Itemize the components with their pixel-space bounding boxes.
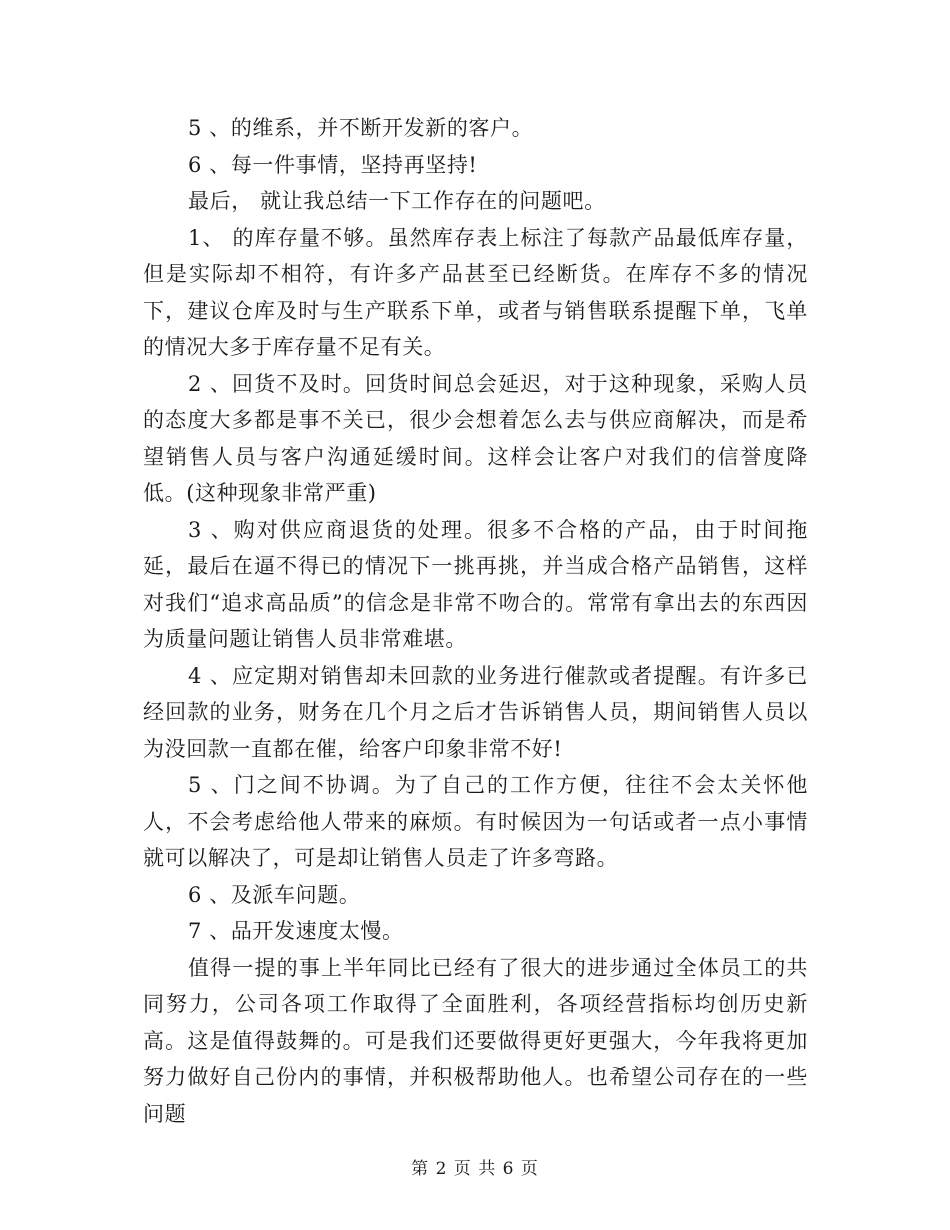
paragraph-problem-3-returns: 3 、购对供应商退货的处理。很多不合格的产品，由于时间拖延，最后在逼不得已的情况下一挑再挑，并当成合格产品销售，这样对我们“追求高品质”的信念是非常不吻合的。常常有拿出去的东西因为质量问题让销售人员非常难堪。 [143,517,808,651]
paragraph-item-5-maintain: 5 、的维系，并不断开发新的客户。 [188,116,534,140]
page-number-footer: 第 2 页 共 6 页 [411,1159,539,1179]
document-body [143,110,808,1132]
paragraph-problem-2-delivery: 2 、回货不及时。回货时间总会延迟，对于这种现象，采购人员的态度大多都是事不关已，很少会想着怎么去与供应商解决，而是希望销售人员与客户沟通延缓时间。这样会让客户对我们的信誉度降低。(这种现象非常严重) [143,371,808,505]
paragraph-problem-1-inventory: 1、 的库存量不够。虽然库存表上标注了每款产品最低库存量，但是实际却不相符，有许多产品甚至已经断货。在库存不多的情况下，建议仓库及时与生产联系下单，或者与销售联系提醒下单，飞单的情况大多于库存量不足有关。 [143,225,808,359]
paragraph-problem-5-coordination: 5 、门之间不协调。为了自己的工作方便，往往不会太关怀他人，不会考虑给他人带来的麻烦。有时候因为一句话或者一点小事情就可以解决了，可是却让销售人员走了许多弯路。 [143,773,808,870]
paragraph-conclusion: 值得一提的事上半年同比已经有了很大的进步通过全体员工的共同努力，公司各项工作取得了全面胜利，各项经营指标均创历史新高。这是值得鼓舞的。可是我们还要做得更好更强大，今年我将更加努力做好自己份内的事情，并积极帮助他人。也希望公司存在的一些问题 [143,955,808,1126]
paragraph-problem-4-collections: 4 、应定期对销售却未回款的业务进行催款或者提醒。有许多已经回款的业务，财务在几个月之后才告诉销售人员，期间销售人员以为没回款一直都在催，给客户印象非常不好! [143,663,808,761]
paragraph-problem-7-development: 7 、品开发速度太慢。 [188,919,404,943]
paragraph-problem-6-dispatch: 6 、及派车问题。 [188,882,361,907]
paragraph-problems-intro: 最后， 就让我总结一下工作存在的问题吧。 [188,189,606,213]
paragraph-item-6-persist: 6 、每一件事情，坚持再坚持! [188,152,478,177]
